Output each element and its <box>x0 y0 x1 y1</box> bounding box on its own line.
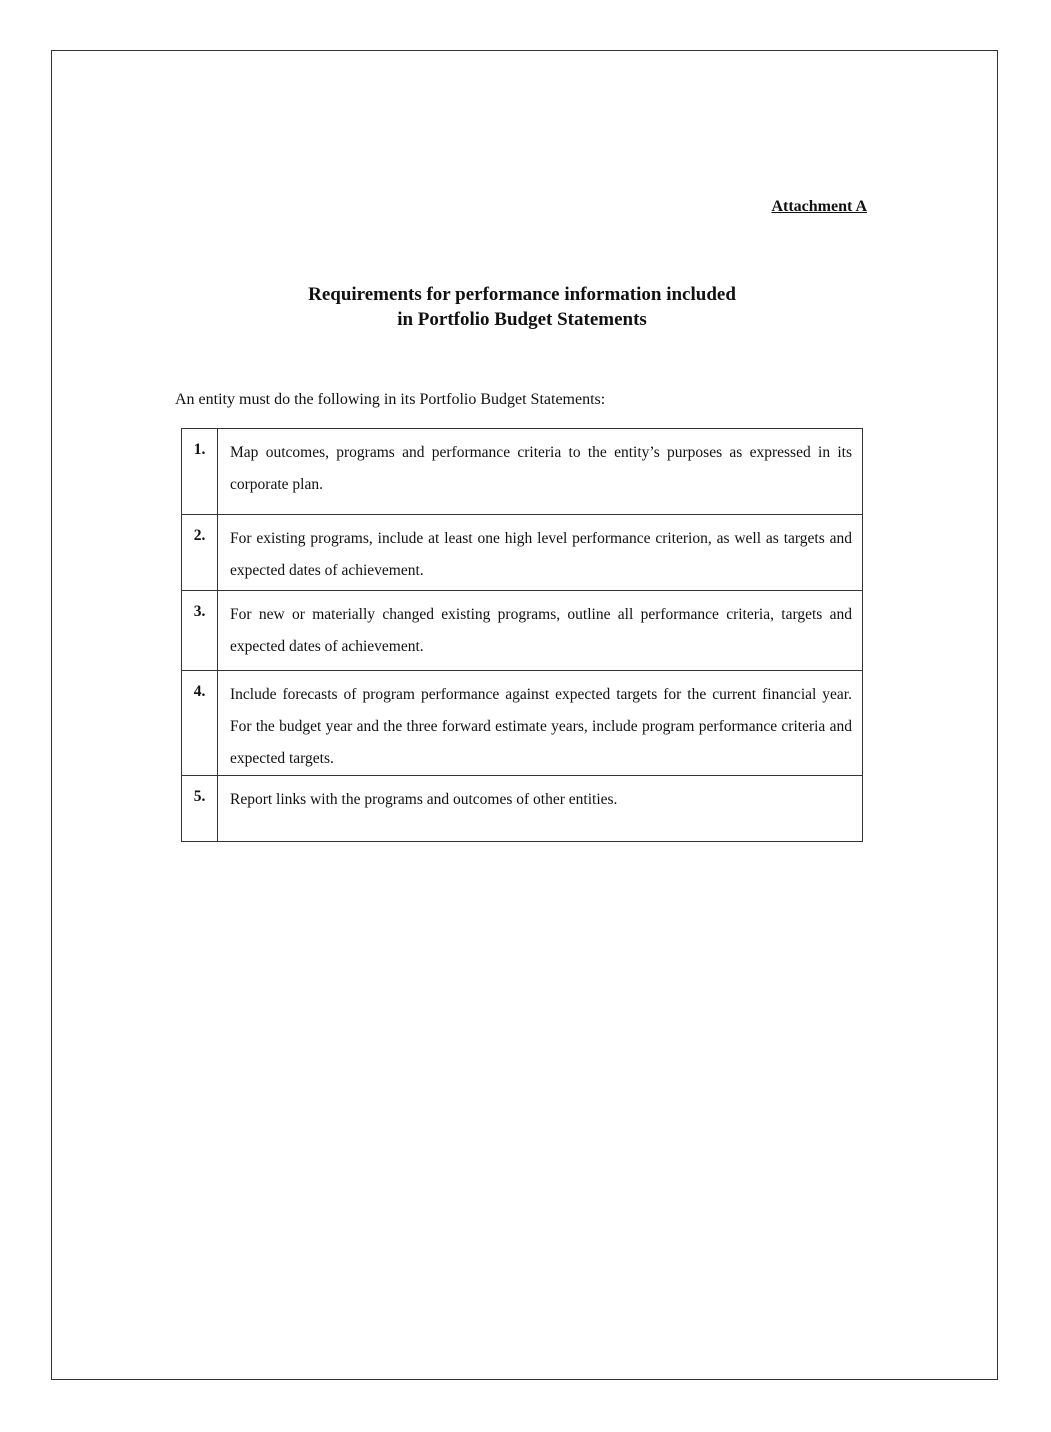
document-title-line-2: in Portfolio Budget Statements <box>397 309 647 330</box>
requirement-row <box>182 591 863 671</box>
requirement-text: For existing programs, include at least one high level performance criterion, as well as targets and expected dates of achievement. <box>218 515 863 591</box>
requirement-row <box>182 671 863 776</box>
requirement-text: Map outcomes, programs and performance criteria to the entity’s purposes as expressed in its corporate plan. <box>218 429 863 515</box>
requirement-number: 2. <box>182 515 218 591</box>
requirement-text: Report links with the programs and outcomes of other entities. <box>218 776 863 842</box>
requirement-text: For new or materially changed existing programs, outline all performance criteria, targets and expected dates of achievement. <box>218 591 863 671</box>
attachment-label: Attachment A <box>771 198 867 215</box>
requirement-number: 5. <box>182 776 218 842</box>
requirements-table <box>181 428 863 842</box>
requirement-number: 3. <box>182 591 218 671</box>
requirement-row <box>182 776 863 842</box>
intro-paragraph: An entity must do the following in its Portfolio Budget Statements: <box>175 391 606 408</box>
document-title-line-1: Requirements for performance information included <box>308 284 736 305</box>
requirement-row <box>182 429 863 515</box>
document-title <box>200 282 844 332</box>
requirement-text: Include forecasts of program performance against expected targets for the current financial year. For the budget year and the three forward estimate years, include program performance criteria and expected targets. <box>218 671 863 776</box>
requirement-row <box>182 515 863 591</box>
requirement-number: 4. <box>182 671 218 776</box>
requirement-number: 1. <box>182 429 218 515</box>
